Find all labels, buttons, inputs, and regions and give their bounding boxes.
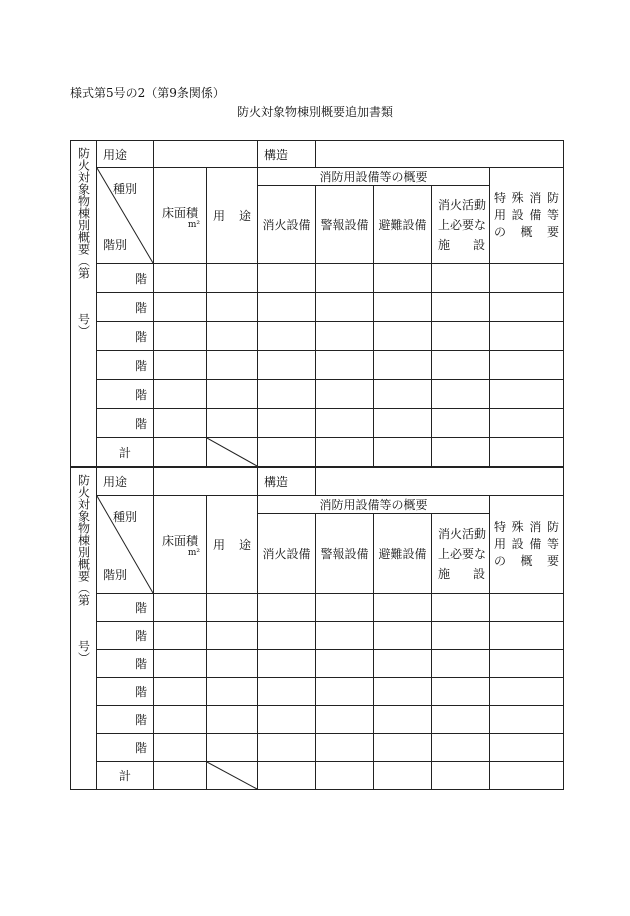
- cell-input[interactable]: [432, 650, 490, 678]
- use-label: 用途: [97, 141, 154, 168]
- floor-class-label: 階別: [103, 238, 128, 252]
- total-use-struck: [207, 762, 258, 790]
- side-label-top: 防火対象物棟別概要（第: [76, 474, 91, 606]
- floor-class-label: 階別: [103, 568, 128, 582]
- kind-floor-diagonal-header: [97, 168, 154, 264]
- total-row: [71, 762, 564, 790]
- cell-input[interactable]: [374, 409, 432, 438]
- cell-input[interactable]: [374, 380, 432, 409]
- table-row: [71, 678, 564, 706]
- table-row: [71, 293, 564, 322]
- total-row: [71, 438, 564, 467]
- use-value-field[interactable]: [154, 468, 258, 496]
- floor-area-unit: m²: [187, 548, 200, 558]
- cell-input[interactable]: [432, 351, 490, 380]
- cell-input[interactable]: [258, 380, 316, 409]
- floor-label: 階: [97, 380, 154, 409]
- cell-input[interactable]: [490, 650, 564, 678]
- cell-input[interactable]: [154, 594, 207, 622]
- table-row: [71, 409, 564, 438]
- floor-area-header: [154, 168, 207, 264]
- floor-label: 階: [97, 264, 154, 293]
- cell-input[interactable]: [374, 293, 432, 322]
- cell-input[interactable]: [316, 594, 374, 622]
- cell-input[interactable]: [490, 264, 564, 293]
- side-label-bottom: 号）: [76, 313, 91, 337]
- cell-input[interactable]: [154, 734, 207, 762]
- use-column-header: 用 途: [207, 168, 258, 264]
- cell-input[interactable]: [490, 322, 564, 351]
- cell-input[interactable]: [154, 622, 207, 650]
- cell-input[interactable]: [374, 594, 432, 622]
- building-overview-block-1: [70, 140, 563, 467]
- cell-input[interactable]: [374, 678, 432, 706]
- cell-input[interactable]: [154, 380, 207, 409]
- structure-label: 構造: [258, 141, 316, 168]
- structure-label: 構造: [258, 468, 316, 496]
- side-label-cell: [71, 141, 97, 467]
- cell-input[interactable]: [432, 380, 490, 409]
- total-area-input[interactable]: [154, 762, 207, 790]
- cell-input[interactable]: [316, 762, 374, 790]
- cell-input[interactable]: [490, 293, 564, 322]
- table-row: [71, 380, 564, 409]
- use-label: 用途: [97, 468, 154, 496]
- table-row: [71, 706, 564, 734]
- alarm-header: 警報設備: [316, 186, 374, 264]
- table-row: [71, 594, 564, 622]
- equipment-overview-header: 消防用設備等の概要: [258, 168, 490, 186]
- cell-input[interactable]: [374, 650, 432, 678]
- cell-input[interactable]: [207, 622, 258, 650]
- cell-input[interactable]: [258, 678, 316, 706]
- floor-label: 階: [97, 678, 154, 706]
- cell-input[interactable]: [154, 351, 207, 380]
- table-row: [71, 264, 564, 293]
- floor-label: 階: [97, 706, 154, 734]
- cell-input[interactable]: [154, 322, 207, 351]
- cell-input[interactable]: [432, 678, 490, 706]
- cell-input[interactable]: [316, 351, 374, 380]
- cell-input[interactable]: [154, 650, 207, 678]
- cell-input[interactable]: [316, 678, 374, 706]
- use-column-header: 用 途: [207, 496, 258, 594]
- cell-input[interactable]: [207, 322, 258, 351]
- cell-input[interactable]: [207, 351, 258, 380]
- cell-input[interactable]: [207, 650, 258, 678]
- cell-input[interactable]: [316, 293, 374, 322]
- cell-input[interactable]: [316, 650, 374, 678]
- cell-input[interactable]: [207, 734, 258, 762]
- kind-floor-diagonal-header: [97, 496, 154, 594]
- cell-input[interactable]: [374, 322, 432, 351]
- cell-input[interactable]: [316, 409, 374, 438]
- floor-area-label: 床面積: [162, 206, 199, 220]
- cell-input[interactable]: [490, 734, 564, 762]
- cell-input[interactable]: [316, 380, 374, 409]
- cell-input[interactable]: [374, 351, 432, 380]
- document-title: 防火対象物棟別概要追加書類: [236, 105, 393, 119]
- cell-input[interactable]: [432, 322, 490, 351]
- floor-area-unit: m²: [187, 220, 200, 230]
- cell-input[interactable]: [432, 409, 490, 438]
- form-identifier: 様式第5号の2（第9条関係）: [70, 86, 225, 100]
- side-label-cell: [71, 468, 97, 790]
- side-label-bottom: 号）: [76, 640, 91, 664]
- evacuation-header: 避難設備: [374, 514, 432, 594]
- cell-input[interactable]: [490, 594, 564, 622]
- total-area-input[interactable]: [154, 438, 207, 467]
- cell-input[interactable]: [432, 264, 490, 293]
- kind-label: 種別: [112, 510, 137, 524]
- cell-input[interactable]: [154, 293, 207, 322]
- cell-input[interactable]: [207, 264, 258, 293]
- cell-input[interactable]: [490, 438, 564, 467]
- cell-input[interactable]: [432, 438, 490, 467]
- cell-input[interactable]: [490, 706, 564, 734]
- cell-input[interactable]: [258, 293, 316, 322]
- cell-input[interactable]: [154, 409, 207, 438]
- cell-input[interactable]: [207, 409, 258, 438]
- cell-input[interactable]: [374, 734, 432, 762]
- special-equipment-header: 特 殊 消 防 用 設 備 等 の 概 要: [490, 168, 564, 264]
- use-value-field[interactable]: [154, 141, 258, 168]
- cell-input[interactable]: [258, 322, 316, 351]
- cell-input[interactable]: [432, 762, 490, 790]
- cell-input[interactable]: [316, 706, 374, 734]
- cell-input[interactable]: [432, 622, 490, 650]
- floor-area-label: 床面積: [162, 534, 199, 548]
- cell-input[interactable]: [258, 594, 316, 622]
- cell-input[interactable]: [258, 650, 316, 678]
- overview-table-2: [70, 467, 564, 790]
- cell-input[interactable]: [374, 438, 432, 467]
- table-row: [71, 351, 564, 380]
- cell-input[interactable]: [432, 293, 490, 322]
- equipment-overview-header: 消防用設備等の概要: [258, 496, 490, 514]
- cell-input[interactable]: [258, 762, 316, 790]
- cell-input[interactable]: [432, 734, 490, 762]
- evacuation-header: 避難設備: [374, 186, 432, 264]
- cell-input[interactable]: [316, 264, 374, 293]
- firefighting-facilities-header: 消火活動 上必要な 施 設: [432, 186, 490, 264]
- total-label: 計: [97, 438, 154, 467]
- floor-label: 階: [97, 734, 154, 762]
- cell-input[interactable]: [154, 678, 207, 706]
- floor-label: 階: [97, 409, 154, 438]
- cell-input[interactable]: [316, 322, 374, 351]
- floor-label: 階: [97, 322, 154, 351]
- total-label: 計: [97, 762, 154, 790]
- cell-input[interactable]: [258, 706, 316, 734]
- table-row: [71, 622, 564, 650]
- cell-input[interactable]: [432, 706, 490, 734]
- cell-input[interactable]: [374, 706, 432, 734]
- cell-input[interactable]: [374, 622, 432, 650]
- floor-label: 階: [97, 622, 154, 650]
- cell-input[interactable]: [316, 734, 374, 762]
- cell-input[interactable]: [258, 409, 316, 438]
- cell-input[interactable]: [207, 380, 258, 409]
- cell-input[interactable]: [258, 622, 316, 650]
- cell-input[interactable]: [432, 594, 490, 622]
- cell-input[interactable]: [258, 734, 316, 762]
- cell-input[interactable]: [490, 351, 564, 380]
- cell-input[interactable]: [490, 678, 564, 706]
- cell-input[interactable]: [258, 264, 316, 293]
- special-equipment-header: 特 殊 消 防 用 設 備 等 の 概 要: [490, 496, 564, 594]
- cell-input[interactable]: [490, 762, 564, 790]
- cell-input[interactable]: [207, 293, 258, 322]
- floor-label: 階: [97, 650, 154, 678]
- kind-label: 種別: [112, 182, 137, 196]
- total-use-struck: [207, 438, 258, 467]
- floor-label: 階: [97, 351, 154, 380]
- cell-input[interactable]: [258, 351, 316, 380]
- floor-area-header: [154, 496, 207, 594]
- overview-table-1: [70, 140, 564, 467]
- table-row: [71, 734, 564, 762]
- fire-extinguishing-header: 消火設備: [258, 514, 316, 594]
- cell-input[interactable]: [154, 706, 207, 734]
- building-overview-block-2: [70, 467, 563, 787]
- cell-input[interactable]: [490, 380, 564, 409]
- side-label-top: 防火対象物棟別概要（第: [76, 147, 91, 279]
- fire-extinguishing-header: 消火設備: [258, 186, 316, 264]
- firefighting-facilities-header: 消火活動 上必要な 施 設: [432, 514, 490, 594]
- structure-value-field[interactable]: [316, 468, 564, 496]
- structure-value-field[interactable]: [316, 141, 564, 168]
- table-row: [71, 650, 564, 678]
- cell-input[interactable]: [374, 762, 432, 790]
- alarm-header: 警報設備: [316, 514, 374, 594]
- cell-input[interactable]: [316, 622, 374, 650]
- cell-input[interactable]: [490, 622, 564, 650]
- cell-input[interactable]: [258, 438, 316, 467]
- cell-input[interactable]: [207, 594, 258, 622]
- cell-input[interactable]: [374, 264, 432, 293]
- cell-input[interactable]: [154, 264, 207, 293]
- table-row: [71, 322, 564, 351]
- cell-input[interactable]: [207, 706, 258, 734]
- cell-input[interactable]: [207, 678, 258, 706]
- floor-label: 階: [97, 594, 154, 622]
- cell-input[interactable]: [316, 438, 374, 467]
- cell-input[interactable]: [490, 409, 564, 438]
- floor-label: 階: [97, 293, 154, 322]
